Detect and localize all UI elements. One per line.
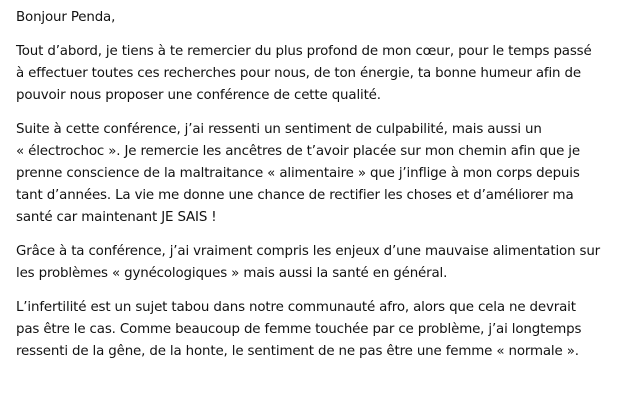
text-line: « électrochoc ». Je remercie les ancêtres de t’avoir placée sur mon chemin afin que je <box>16 144 580 159</box>
text-line: à effectuer toutes ces recherches pour nous, de ton énergie, ta bonne humeur afin de <box>16 66 581 81</box>
text-line: pouvoir nous proposer une conférence de cette qualité. <box>16 88 381 103</box>
paragraph-thanks <box>16 41 628 107</box>
paragraph-infertility <box>16 297 628 363</box>
text-line: Suite à cette conférence, j’ai ressenti un sentiment de culpabilité, mais aussi un <box>16 122 542 137</box>
text-line: santé car maintenant JE SAIS ! <box>16 210 217 225</box>
greeting-line: Bonjour Penda, <box>16 10 116 25</box>
paragraph-conference <box>16 241 628 285</box>
text-line: pas être le cas. Comme beaucoup de femme touchée par ce problème, j’ai longtemps <box>16 322 582 337</box>
text-line: Tout d’abord, je tiens à te remercier du plus profond de mon cœur, pour le temps passé <box>16 44 592 59</box>
paragraph-electrochoc <box>16 119 628 229</box>
text-line: L’infertilité est un sujet tabou dans notre communauté afro, alors que cela ne devrait <box>16 300 576 315</box>
text-line: tant d’années. La vie me donne une chance de rectifier les choses et d’améliorer ma <box>16 188 574 203</box>
text-line: les problèmes « gynécologiques » mais aussi la santé en général. <box>16 266 448 281</box>
text-line: Grâce à ta conférence, j’ai vraiment compris les enjeux d’une mauvaise alimentation sur <box>16 244 601 259</box>
letter-document <box>16 7 628 375</box>
text-line: prenne conscience de la maltraitance « alimentaire » que j’inflige à mon corps depuis <box>16 166 580 181</box>
text-line: ressenti de la gêne, de la honte, le sentiment de ne pas être une femme « normale ». <box>16 344 579 359</box>
